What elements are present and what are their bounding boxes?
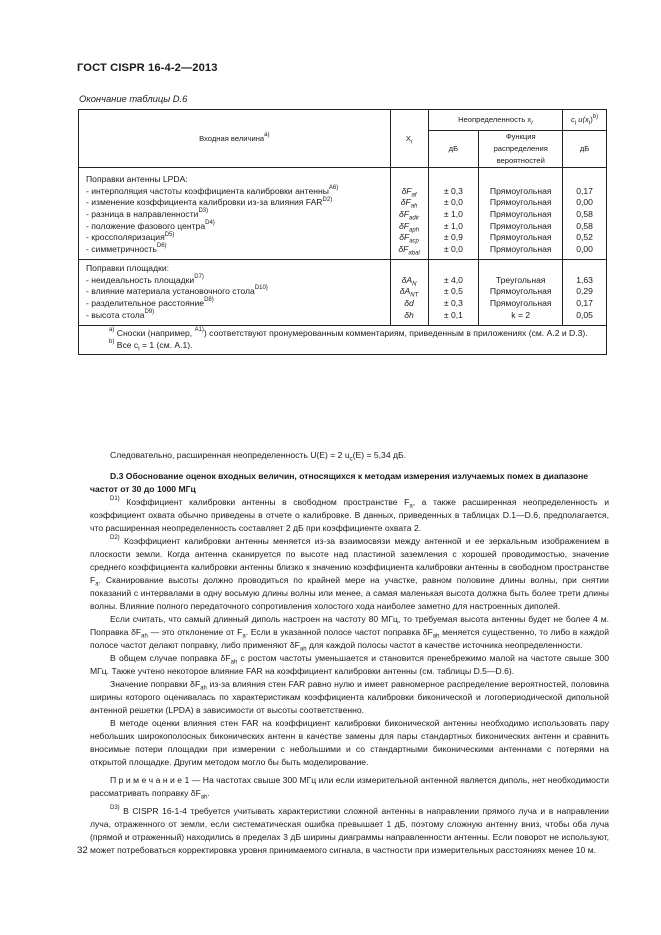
page-number: 32 (77, 845, 88, 856)
document-header: ГОСТ CISPR 16-4-2—2013 (77, 62, 218, 74)
footnote-a: $^{a)}$ Сноски (например, $^{A1)}$) соответствуют пронумерованным комментариям, приведенным в приложениях (см. А.2 и D.3). (109, 327, 588, 339)
table-caption: Окончание таблицы D.6 (79, 93, 188, 104)
section-title: D.3 Обоснование оценок входных величин, относящихся к методам измерения излучаемых помех в диапазоне частот от 30 до 1000 МГц (90, 471, 589, 494)
header-db-2: дБ (563, 131, 607, 168)
paragraph-4: В общем случае поправка $\delta F_{ah}$ с ростом частоты уменьшается и становится пренебрежимо малой на частоте свыше 300 МГц. Также учтено некоторое влияние FAR на коэффициент калибровки антенны (см. таблицы D.5—D.6). (90, 653, 610, 676)
group-inputs (79, 168, 391, 260)
table-row: - интерполяция частоты коэффициента калибровки антенны$^{A6)}$ (86, 184, 339, 196)
table-row: - изменение коэффициента калибровки из-за влияния $FAR^{D2)}$ (86, 196, 333, 208)
group-distributions: Треугольная Прямоугольная Прямоугольная k = 2 (479, 259, 563, 325)
body-text (90, 449, 609, 857)
table-row: - разница в направленности$^{D3)}$ (86, 208, 209, 220)
table-row: - кроссполяризация$^{D5)}$ (86, 231, 175, 243)
comment-d1: $^{D1)}$ Коэффициент калибровки антенны в свободном пространстве $F_a$, а также расширенная неопределенность и коэффициент охвата обычно приведены в отчете о калибровке. В данных, приведенных в таблицах D.1—D.6, предполагается, что расширенная неопределенность составляет 2 дБ при коэффициенте охвата 2. (90, 496, 609, 533)
paragraph-3: Если считать, что самый длинный диполь настроен на частоту 80 МГц, то требуемая высота антенны будет не более 4 м. Поправка $\delta F_{ah}$ — это отклонение от $F_a$. Если в указанной полосе частот поправка $\delta F_{ah}$ меняется существенно, то либо в каждой полосе частот делают поправку, либо применяют $\delta F_{ah}$ для каждой полосы частот в качестве источника неопределенности. (90, 614, 609, 653)
footnote-b: $^{b)}$ Все $c_i = 1$ (см. А.1). (109, 339, 193, 353)
table-group-site (79, 259, 607, 325)
comment-d2: $^{D2)}$ Коэффициент калибровки антенны меняется из-за взаимосвязи между антенной и ее зеркальным изображением в плоскости земли. Когда антенна сканируется по высоте над пластиной заземления с хорошей проводимостью, значение среднего коэффициента калибровки антенны близко к значению коэффициента калибровки антенны в свободном пространстве $F_a$. Сканирование высоты должно проводиться по крайней мере на участке, равном половине длины волны, при снятии показаний с интервалами в одну восьмую длины волны или менее, а самая маленькая высота должна быть более трети длины волны. Влияние полного передаточного сопротивления холостого хода наиболее заметно для настроенных диполей. (90, 535, 609, 611)
group-distributions: Прямоугольная Прямоугольная Прямоугольная Прямоугольная Прямоугольная Прямоугольная (479, 168, 563, 260)
group-contributions: 0,17 0,00 0,58 0,58 0,52 0,00 (563, 168, 607, 260)
group-contributions: 1,63 0,29 0,17 0,05 (563, 259, 607, 325)
header-xi: $X_i$ (390, 110, 428, 168)
header-input-quantity: Входная величина$^{a)}$ (79, 110, 391, 168)
group-title: Поправки площадки: (86, 262, 170, 273)
table-row: - влияние материала установочного стола$^{D10)}$ (86, 285, 268, 297)
table-row: - положение фазового центра$^{D4)}$ (86, 219, 215, 231)
table-row: - разделительное расстояние$^{D8)}$ (86, 297, 214, 308)
table-row: - симметричность$^{D6)}$ (86, 243, 167, 255)
header-db: дБ (428, 131, 479, 168)
expanded-uncertainty: Следовательно, расширенная неопределенность U(E) = 2 $u_c(E) = 5,34$ дБ. (110, 450, 407, 463)
paragraph-6: В методе оценки влияния стен FAR на коэффициент калибровки биконической антенны необходимо использовать пару небольших широкополосных биконических антенн в качестве замены для пары стандартных биконических антенн и сравнить вносимые потери площадки при измерении с небольшими и со стандартными биконическими антеннами с потерями на открытой площадке. Другим методом могло бы быть моделирование. (90, 718, 609, 767)
table-row: - неидеальность площадки$^{D7)}$ (86, 273, 204, 285)
header-uncertainty: Неопределенность $x_i$ (428, 110, 563, 131)
group-title: Поправки антенны LPDA: (86, 174, 188, 184)
group-errors: ± 0,3 ± 0,0 ± 1,0 ± 1,0 ± 0,9 ± 0,0 (428, 168, 479, 260)
header-ci-u: $c_i$ $u(x_i)^{b)}$ (563, 110, 607, 131)
table-group-lpda (79, 168, 607, 260)
paragraph-5: Значение поправки $\delta F_{ah}$ из-за влияния стен FAR равно нулю и имеет равномерное распределение вероятностей, половина ширины которого оценивалась по характеристикам коэффициента калибровки биконической и логопериодической дипольной антенной решетки (LPDA) в зависимости от высоты соответственно. (90, 679, 609, 715)
group-inputs (79, 259, 391, 325)
table-footnotes (79, 326, 607, 354)
header-distribution: Функция распределения вероятностей (479, 131, 563, 168)
group-vars: $\delta F_{af}$ $\delta F_{ah}$ $\delta F_{adir}$ $\delta F_{aph}$ $\delta F_{acp}$ $\delta F_{abal}$ (390, 168, 428, 260)
table-row: - высота стола$^{D9)}$ (86, 308, 155, 320)
note-1: П р и м е ч а н и е 1 — На частотах свыше 300 МГц или если измерительной антенной является диполь, нет необходимости рассматривать поправку $\delta F_{ah}$. (90, 775, 609, 801)
comment-d3: $^{D3)}$ В CISPR 16-1-4 требуется учитывать характеристики сложной антенны в направлении прямого луча и в направлении луча, отраженного от земли, если систематическая ошибка превышает 1 дБ, поэтому сложную антенну вниз, чтобы оба луча (прямой и отраженный) находились в пределах 3 дБ ширины диаграммы направленности антенны. Если поворот не используют, может потребоваться корректировка уровня принимаемого сигнала, в частности при измерительных расстояниях менее 10 м. (90, 805, 609, 855)
uncertainty-table (78, 109, 607, 355)
group-vars: $\delta A_N$ $\delta A_{NT}$ δd δh (390, 259, 428, 325)
footnotes-cell (79, 326, 607, 354)
group-errors: ± 4,0 ± 0,5 ± 0,3 ± 0,1 (428, 259, 479, 325)
